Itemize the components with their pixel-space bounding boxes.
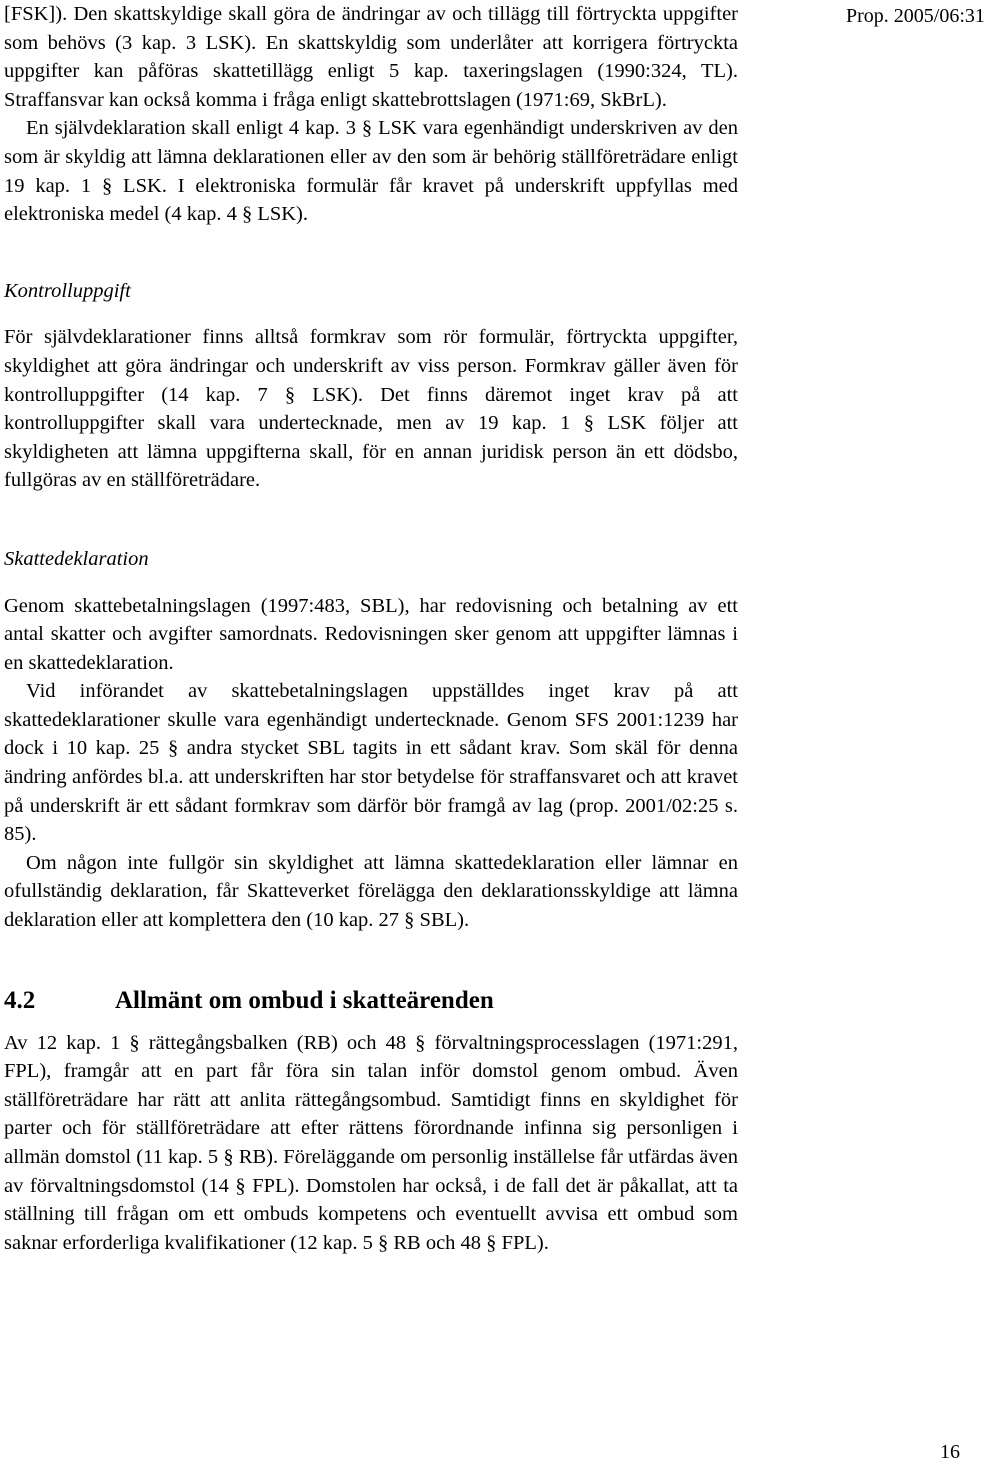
skattedeklaration-paragraph-3: Om någon inte fullgör sin skyldighet att lämna skattedeklaration eller lämnar en ofullständig deklaration, får Skatteverket förelägga den deklarationsskyldige att lämna deklaration eller att komplettera den (10 kap. 27 § SBL). — [4, 851, 738, 932]
spacer — [4, 229, 738, 277]
skattedeklaration-paragraph-2: Vid införandet av skattebetalningslagen uppställdes inget krav på att skattedeklarationer skulle vara egenhändigt undertecknade. Genom SFS 2001:1239 har dock i 10 kap. 25 § andra stycket SBL tagits in ett sådant krav. Som skäl för denna ändring anfördes bl.a. att underskriften har stor betydelse för straffansvaret och att kravet på underskrift är ett sådant formkrav som därför bör framgå av lag (prop. 2001/02:25 s. 85). — [4, 680, 738, 846]
section-4-2-paragraph: Av 12 kap. 1 § rättegångsbalken (RB) och 48 § förvaltningsprocesslagen (1971:291, FPL), framgår att en part får föra sin talan inför domstol genom ombud. Även ställföreträdare har rätt att anlita rättegångsombud. Samtidigt finns en skyldighet för parter och för ställföreträdare att efter rättens förordnande infinna sig personligen i allmän domstol (11 kap. 5 § RB). Föreläggande om personlig inställelse får utfärdas även av förvaltningsdomstol (14 § FPL). Domstolen har också, i de fall det är påkallat, att ta ställning till frågan om ett ombuds kompetens och eventuellt avvisa ett ombud som saknar erforderliga kvalifikationer (12 kap. 5 § RB och 48 § FPL). — [4, 1031, 738, 1254]
intro-paragraph-continued: [FSK]). Den skattskyldige skall göra de ändringar av och tillägg till förtryckta uppgifter som behövs (3 kap. 3 LSK). En skattskyldig som underlåter att korrigera förtryckta uppgifter kan påföras skattetillägg enligt 5 kap. taxeringslagen (1990:324, TL). Straffansvar kan också komma i fråga enligt skattebrottslagen (1971:69, SkBrL). — [4, 3, 738, 111]
spacer — [4, 495, 738, 545]
skattedeklaration-paragraph-1: Genom skattebetalningslagen (1997:483, SBL), har redovisning och betalning av ett antal skatter och avgifter samordnats. Redovisningen sker genom att uppgifter lämnas i en skattedeklaration. — [4, 594, 738, 674]
main-text-column — [4, 0, 738, 1257]
section-heading-4-2 — [4, 985, 738, 1017]
spacer — [4, 1017, 738, 1029]
proposition-reference: Prop. 2005/06:31 — [846, 5, 985, 27]
page-number: 16 — [940, 1441, 960, 1463]
spacer — [4, 305, 738, 323]
skattedeklaration-heading: Skattedeklaration — [4, 547, 149, 570]
spacer — [4, 574, 738, 592]
section-number: 4.2 — [4, 986, 36, 1014]
kontrolluppgift-paragraph: För självdeklarationer finns alltså formkrav som rör formulär, förtryckta uppgifter, skyldighet att göra ändringar och underskrift av viss person. Formkrav gäller även för kontrolluppgifter (14 kap. 7 § LSK). Det finns däremot inget krav på att kontrolluppgifter skall vara undertecknade, men av 19 kap. 1 § LSK följer att skyldigheten att lämna uppgifterna skall, för en annan juridisk person än ett dödsbo, fullgöras av en ställföreträdare. — [4, 326, 738, 492]
spacer — [4, 935, 738, 985]
section-title: Allmänt om ombud i skatteärenden — [115, 986, 494, 1014]
intro-paragraph-signature: En självdeklaration skall enligt 4 kap. 3 § LSK vara egenhändigt underskriven av den som är skyldig att lämna deklarationen eller av den som är behörig ställföreträdare enligt 19 kap. 1 § LSK. I elektroniska formulär får kravet på underskrift uppfyllas med elektroniska medel (4 kap. 4 § LSK). — [4, 117, 738, 226]
kontrolluppgift-heading: Kontrolluppgift — [4, 279, 131, 302]
